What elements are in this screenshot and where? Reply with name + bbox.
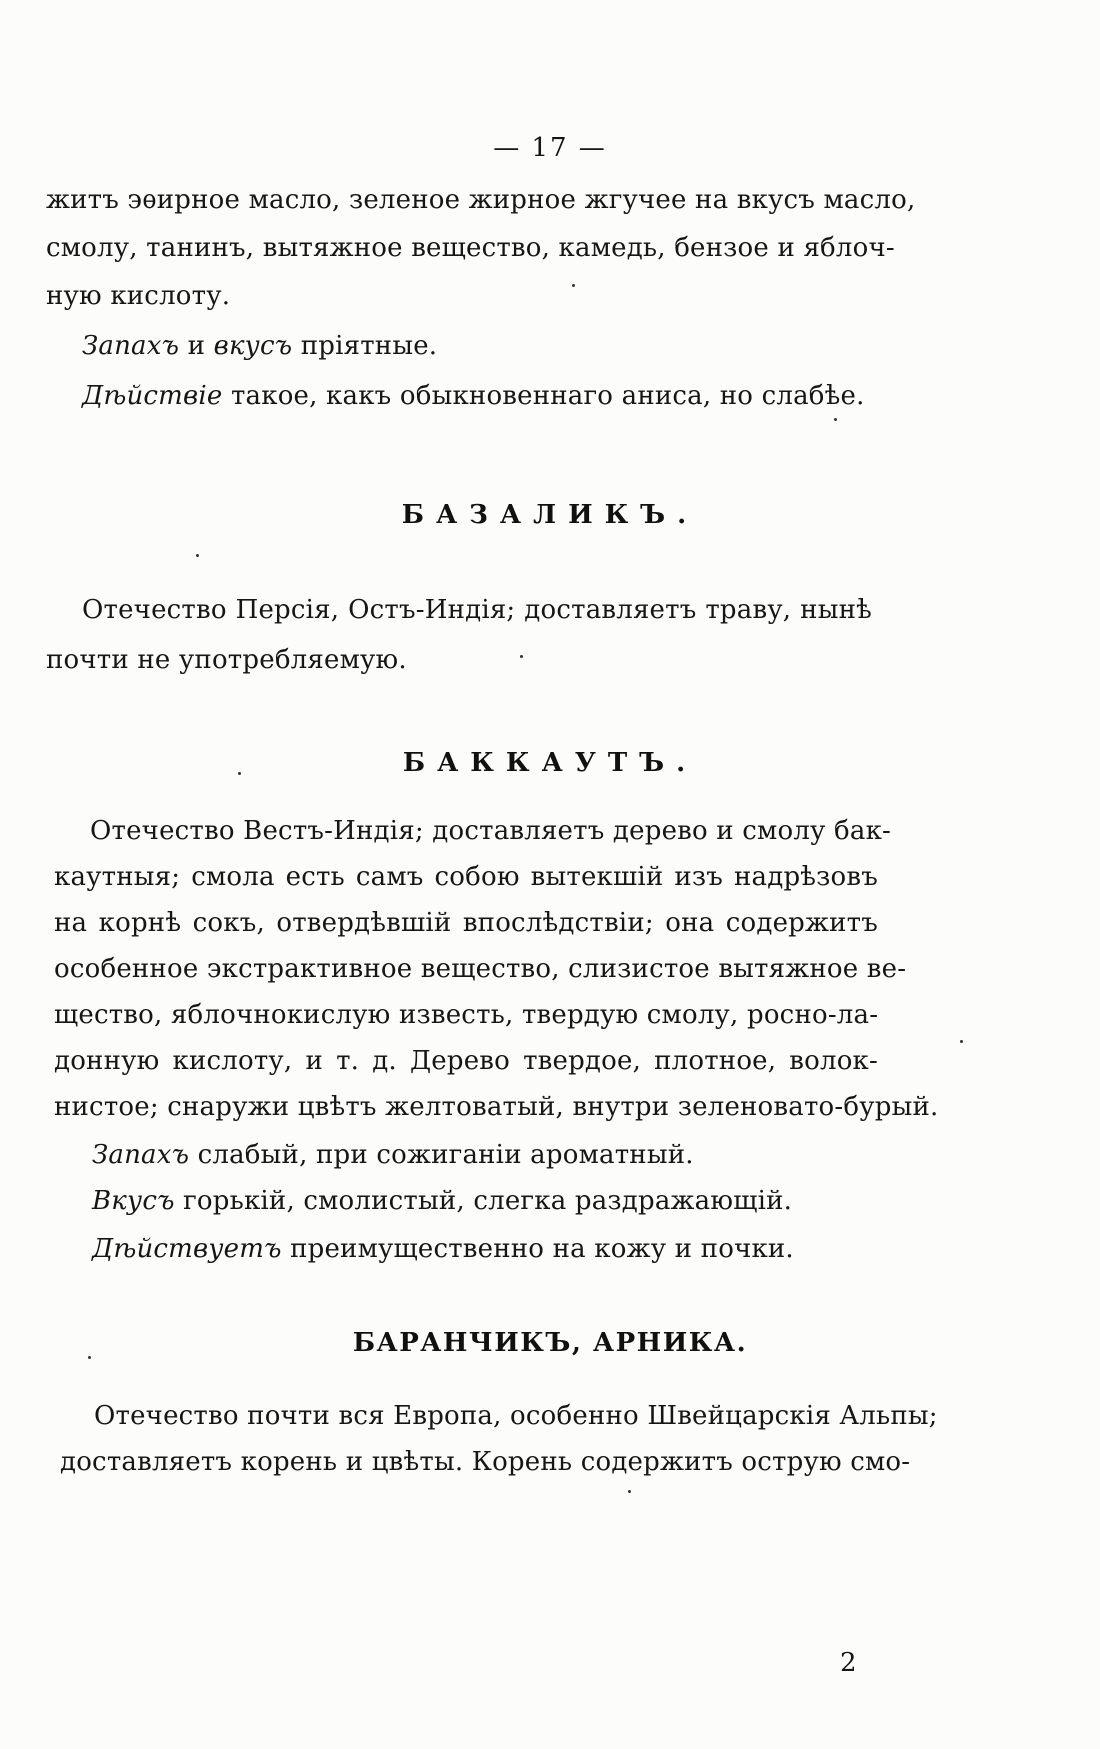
text-line: щество, яблочнокислую известь, твердую смолу, росно-ла- [54, 1000, 879, 1030]
text-line: на корнѣ сокъ, отвердѣвшій впослѣдствіи; она содержитъ [54, 908, 878, 938]
section-heading-baranchik-arnika: БАРАНЧИКЪ, АРНИКА. [352, 1328, 748, 1358]
text-line: смолу, танинъ, вытяжное вещество, камедь, бензое и яблоч- [46, 233, 895, 263]
text-line: нистое; снаружи цвѣтъ желтоватый, внутри зеленовато-бурый. [54, 1092, 939, 1122]
text-line: Отечество Вестъ-Индія; доставляетъ дерево и смолу бак- [90, 816, 892, 846]
scan-speck [960, 1040, 963, 1043]
text-line: особенное экстрактивное вещество, слизистое вытяжное ве- [54, 954, 907, 984]
smell-term: Запахъ [92, 1140, 190, 1170]
scan-speck [520, 655, 523, 658]
smell-taste-line [82, 328, 437, 364]
text-line: каутныя; смола есть самъ собою вытекшій изъ надрѣзовъ [54, 862, 878, 892]
text-line: доставляетъ корень и цвѣты. Корень содержитъ острую смо- [60, 1447, 911, 1477]
smell-term: Запахъ [82, 331, 180, 361]
text-line: житъ эѳирное масло, зеленое жирное жгучее на вкусъ масло, [46, 185, 916, 215]
scan-speck [238, 772, 241, 775]
taste-term: Вкусъ [92, 1186, 175, 1216]
action-line [82, 378, 865, 414]
section-heading-bazalik: БАЗАЛИКЪ. [401, 500, 699, 530]
scan-speck [196, 554, 199, 557]
text-line: ную кислоту. [46, 281, 231, 311]
section-heading-bakkaut: БАККАУТЪ. [402, 748, 698, 778]
scan-speck [88, 1356, 91, 1359]
scan-speck [834, 418, 837, 421]
text-line: почти не употребляемую. [46, 645, 407, 675]
taste-term: вкусъ [213, 331, 293, 361]
scan-speck [628, 1490, 631, 1493]
scan-speck [572, 284, 575, 287]
action-description: такое, какъ обыкновеннаго аниса, но слабѣе. [230, 381, 865, 411]
signature-mark: 2 [840, 1648, 857, 1678]
action-description: преимущественно на кожу и почки. [290, 1234, 794, 1264]
smell-line [92, 1137, 694, 1173]
taste-description: пріятные. [300, 331, 438, 361]
taste-description: горькій, смолистый, слегка раздражающій. [183, 1186, 793, 1216]
smell-connector: и [187, 331, 206, 361]
smell-description: слабый, при сожиганіи ароматный. [197, 1140, 694, 1170]
action-line [92, 1231, 794, 1267]
page-number: — 17 — [493, 133, 607, 163]
text-line: Отечество Персія, Остъ-Индія; доставляетъ траву, нынѣ [82, 595, 872, 625]
text-line: донную кислоту, и т. д. Дерево твердое, плотное, волок- [54, 1046, 878, 1076]
action-term: Дѣйствуетъ [92, 1234, 282, 1264]
taste-line [92, 1183, 792, 1219]
action-term: Дѣйствіе [82, 381, 223, 411]
text-line: Отечество почти вся Европа, особенно Швейцарскія Альпы; [94, 1401, 938, 1431]
